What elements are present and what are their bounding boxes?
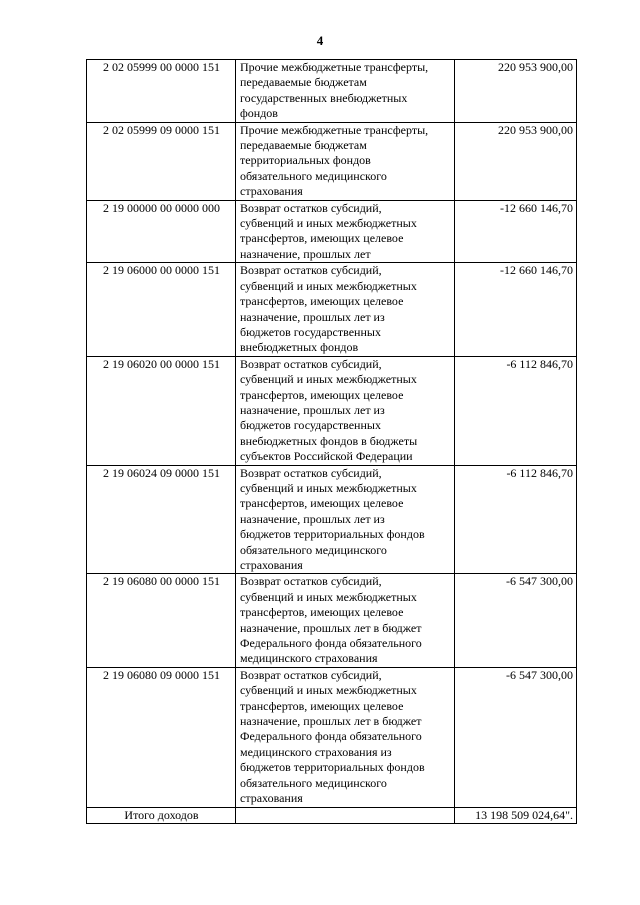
amount: -6 547 300,00 <box>455 667 577 807</box>
budget-code: 2 19 00000 00 0000 000 <box>87 200 236 263</box>
revenue-name-line: бюджетов государственных <box>240 324 381 339</box>
revenue-name <box>236 356 455 465</box>
revenue-name-line: обязательного медицинского <box>240 775 387 790</box>
revenue-name <box>236 263 455 356</box>
revenue-name-line: страхования <box>240 184 303 199</box>
revenue-name-line: обязательного медицинского <box>240 168 387 183</box>
revenue-name-line: территориальных фондов <box>240 153 371 168</box>
revenue-name-line: бюджетов территориальных фондов <box>240 527 425 542</box>
revenue-name-line: страхования <box>240 558 303 572</box>
revenue-name-line: субвенций и иных межбюджетных <box>240 480 417 495</box>
revenue-name-line: назначение, прошлых лет из <box>240 309 385 324</box>
revenue-name-line: передаваемые бюджетам <box>240 138 367 153</box>
revenue-name-line: субвенций и иных межбюджетных <box>240 372 417 387</box>
revenue-name-line: трансфертов, имеющих целевое <box>240 294 404 309</box>
revenue-name-line: назначение, прошлых лет <box>240 246 371 261</box>
table-row <box>87 574 577 667</box>
revenue-name-line: субвенций и иных межбюджетных <box>240 589 417 604</box>
budget-code: 2 02 05999 09 0000 151 <box>87 122 236 200</box>
revenue-name-line: фондов <box>240 106 278 121</box>
revenue-name-line: Возврат остатков субсидий, <box>240 356 382 371</box>
page-number: 4 <box>316 33 324 48</box>
revenue-name-line: субвенций и иных межбюджетных <box>240 278 417 293</box>
table-row <box>87 122 577 200</box>
revenue-name-line: трансфертов, имеющих целевое <box>240 496 404 511</box>
revenue-name <box>236 200 455 263</box>
amount: -12 660 146,70 <box>455 263 577 356</box>
budget-code: 2 19 06080 00 0000 151 <box>87 574 236 667</box>
amount: 220 953 900,00 <box>455 60 577 123</box>
revenue-name-line: Возврат остатков субсидий, <box>240 200 382 215</box>
table-body <box>87 60 577 808</box>
revenue-name <box>236 574 455 667</box>
table-row <box>87 263 577 356</box>
budget-code: 2 02 05999 00 0000 151 <box>87 60 236 123</box>
total-label: Итого доходов <box>87 807 236 823</box>
revenue-name-line: субвенций и иных межбюджетных <box>240 216 417 231</box>
table-row <box>87 200 577 263</box>
table-row <box>87 465 577 574</box>
revenue-name-line: субъектов Российской Федерации <box>240 449 413 464</box>
revenue-name <box>236 667 455 807</box>
revenue-name-line: бюджетов территориальных фондов <box>240 760 425 775</box>
revenue-name-line: трансфертов, имеющих целевое <box>240 605 404 620</box>
revenue-name-line: Прочие межбюджетные трансферты, <box>240 60 429 74</box>
revenue-name-line: назначение, прошлых лет из <box>240 402 385 417</box>
revenue-name-line: Возврат остатков субсидий, <box>240 667 382 682</box>
revenue-name-line: Федерального фонда обязательного <box>240 729 422 744</box>
revenue-name-line: Возврат остатков субсидий, <box>240 465 382 480</box>
amount: -6 112 846,70 <box>455 356 577 465</box>
amount: -6 112 846,70 <box>455 465 577 574</box>
amount: -12 660 146,70 <box>455 200 577 263</box>
revenue-name-line: медицинского страхования из <box>240 744 392 759</box>
revenue-name-line: передаваемые бюджетам <box>240 75 367 90</box>
total-row <box>87 807 577 823</box>
budget-code: 2 19 06024 09 0000 151 <box>87 465 236 574</box>
revenue-name-line: медицинского страхования <box>240 651 378 666</box>
revenue-name-line: внебюджетных фондов в бюджеты <box>240 433 418 448</box>
revenue-name-line: Возврат остатков субсидий, <box>240 574 382 589</box>
revenue-name-line: трансфертов, имеющих целевое <box>240 231 404 246</box>
budget-code: 2 19 06080 09 0000 151 <box>87 667 236 807</box>
revenue-name-line: Прочие межбюджетные трансферты, <box>240 122 429 137</box>
revenue-name-line: обязательного медицинского <box>240 542 387 557</box>
amount: -6 547 300,00 <box>455 574 577 667</box>
amount: 220 953 900,00 <box>455 122 577 200</box>
total-amount: 13 198 509 024,64". <box>455 807 577 823</box>
revenue-name-line: трансфертов, имеющих целевое <box>240 698 404 713</box>
revenue-name-line: назначение, прошлых лет в бюджет <box>240 620 422 635</box>
revenue-name-line: назначение, прошлых лет из <box>240 511 385 526</box>
revenue-name <box>236 122 455 200</box>
total-name-cell <box>236 807 455 823</box>
revenue-name-line: трансфертов, имеющих целевое <box>240 387 404 402</box>
table-row <box>87 60 577 123</box>
table-row <box>87 667 577 807</box>
revenue-name <box>236 60 455 123</box>
revenue-name-line: Федерального фонда обязательного <box>240 636 422 651</box>
revenue-name-line: Возврат остатков субсидий, <box>240 263 382 278</box>
revenue-name-line: страхования <box>240 791 303 806</box>
revenue-name-line: внебюджетных фондов <box>240 340 359 355</box>
budget-code: 2 19 06000 00 0000 151 <box>87 263 236 356</box>
revenue-name-line: бюджетов государственных <box>240 418 381 433</box>
table-row <box>87 356 577 465</box>
budget-revenue-table <box>86 59 577 824</box>
revenue-name-line: назначение, прошлых лет в бюджет <box>240 714 422 729</box>
revenue-name <box>236 465 455 574</box>
budget-code: 2 19 06020 00 0000 151 <box>87 356 236 465</box>
revenue-name-line: субвенций и иных межбюджетных <box>240 683 417 698</box>
revenue-name-line: государственных внебюджетных <box>240 90 408 105</box>
